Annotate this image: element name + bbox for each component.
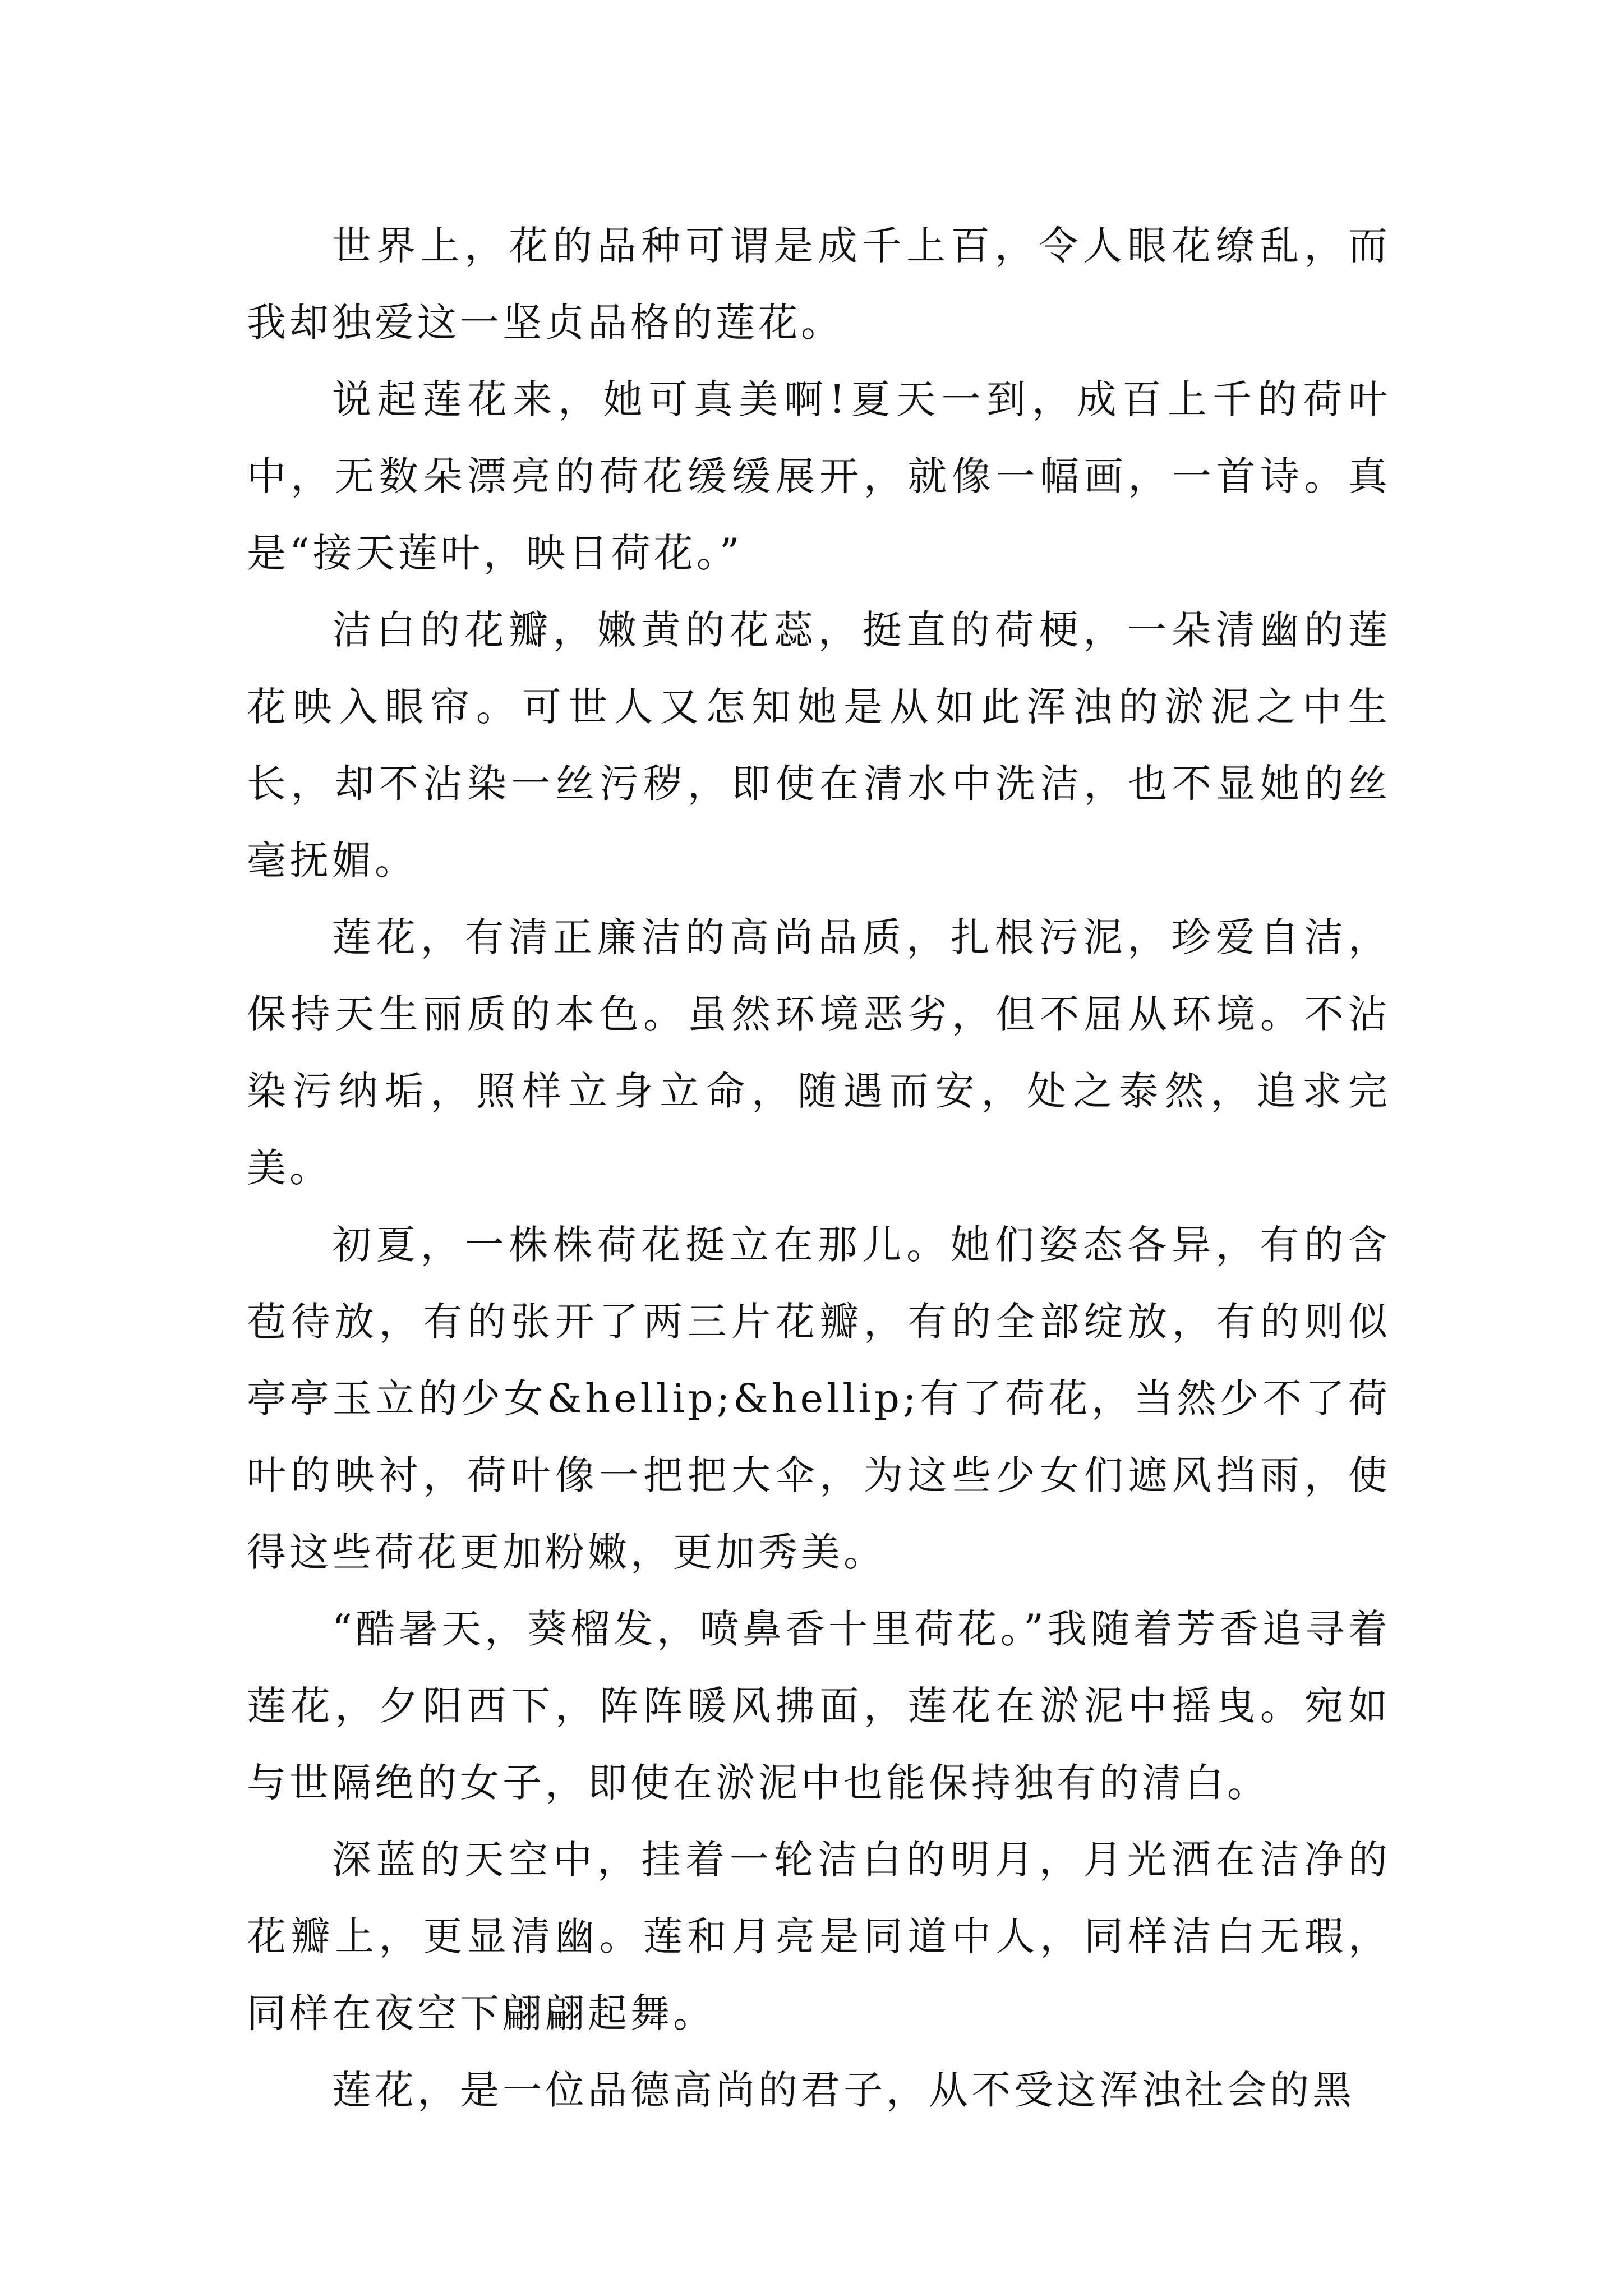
paragraph-5: 初夏，一株株荷花挺立在那儿。她们姿态各异，有的含苞待放，有的张开了两三片花瓣，有的全部绽放，有的则似亭亭玉立的少女&hellip;&hellip;有了荷花，当然少不了荷叶的映衬，荷叶像一把把大伞，为这些少女们遮风挡雨，使得这些荷花更加粉嫩，更加秀美。	[247, 1222, 1391, 1575]
paragraph-4: 莲花，有清正廉洁的高尚品质，扎根污泥，珍爱自洁，保持天生丽质的本色。虽然环境恶劣，但不屈从环境。不沾染污纳垢，照样立身立命，随遇而安，处之泰然，追求完美。	[247, 914, 1391, 1191]
paragraph-1: 世界上，花的品种可谓是成千上百，令人眼花缭乱，而我却独爱这一坚贞品格的莲花。	[247, 223, 1391, 346]
essay-body	[247, 208, 1391, 2129]
paragraph-2: 说起莲花来，她可真美啊!夏天一到，成百上千的荷叶中，无数朵漂亮的荷花缓缓展开，就像一幅画，一首诗。真是“接天莲叶，映日荷花。”	[247, 376, 1391, 576]
paragraph-3: 洁白的花瓣，嫩黄的花蕊，挺直的荷梗，一朵清幽的莲花映入眼帘。可世人又怎知她是从如此浑浊的淤泥之中生长，却不沾染一丝污秽，即使在清水中洗洁，也不显她的丝毫抚媚。	[247, 607, 1391, 884]
paragraph-8: 莲花，是一位品德高尚的君子，从不受这浑浊社会的黑	[332, 2067, 1355, 2113]
paragraph-7: 深蓝的天空中，挂着一轮洁白的明月，月光洒在洁净的花瓣上，更显清幽。莲和月亮是同道中人，同样洁白无瑕，同样在夜空下翩翩起舞。	[247, 1837, 1391, 2036]
paragraph-6: “酷暑天，葵榴发，喷鼻香十里荷花。”我随着芳香追寻着莲花，夕阳西下，阵阵暖风拂面，莲花在淤泥中摇曳。宛如与世隔绝的女子，即使在淤泥中也能保持独有的清白。	[247, 1606, 1391, 1806]
